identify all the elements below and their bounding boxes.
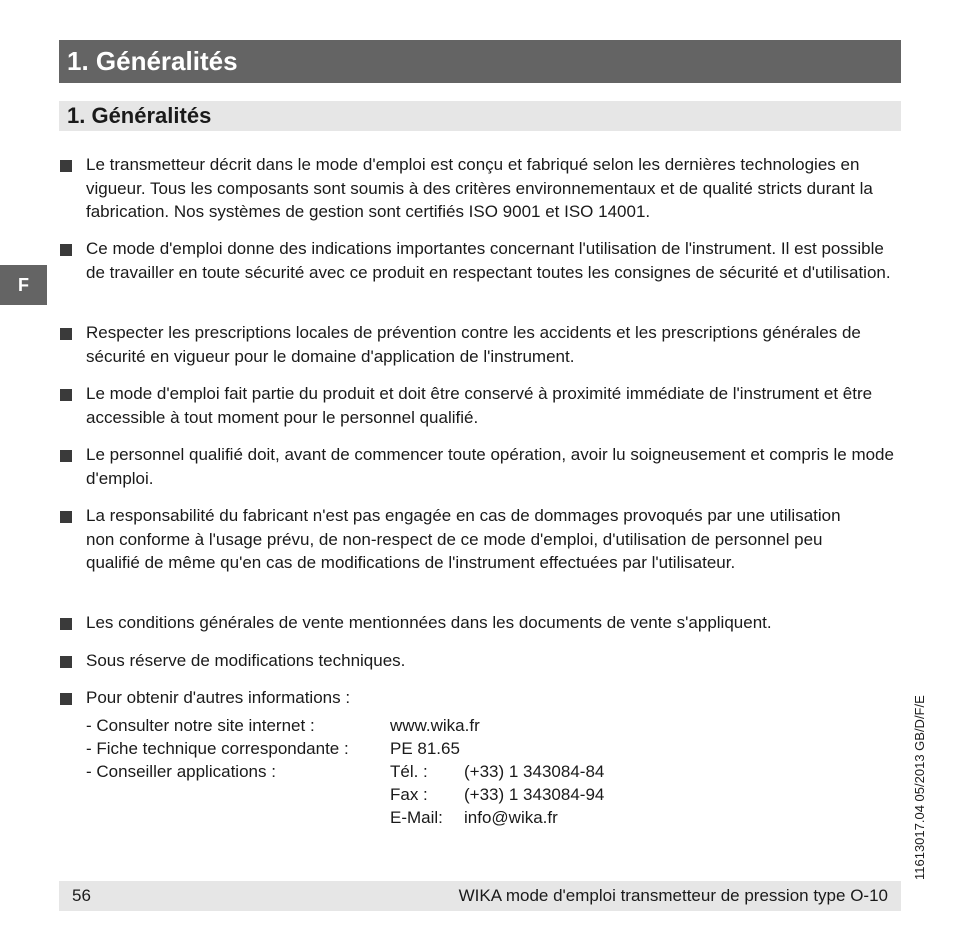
bullet-square-icon: [60, 693, 72, 705]
list-item-text: Sous réserve de modifications techniques.: [86, 651, 406, 670]
language-tab: [0, 265, 47, 305]
page-number: 56: [72, 886, 91, 905]
bullet-square-icon: [60, 328, 72, 340]
list-item-text: Le transmetteur décrit dans le mode d'emploi est conçu et fabriqué selon les dernières technologies en vigueur. Tous les composants sont soumis à des critères environnementaux et de qualité stricts durant la fabrication. Nos systèmes de gestion sont certifiés ISO 9001 et ISO 14001.: [86, 155, 873, 221]
website-link[interactable]: www.wika.fr: [390, 716, 480, 735]
tel-value: (+33) 1 343084-84: [464, 762, 605, 781]
bullet-square-icon: [60, 450, 72, 462]
chapter-title-bar: [59, 40, 901, 83]
list-item-text: Ce mode d'emploi donne des indications importantes concernant l'utilisation de l'instrument. Il est possible de travailler en toute sécurité avec ce produit en respectant toutes les consignes de sécurité et d'utilisation.: [86, 239, 891, 282]
list-item-text: Pour obtenir d'autres informations :: [86, 688, 351, 707]
list-item-text: Le personnel qualifié doit, avant de commencer toute opération, avoir lu soigneusement et compris le mode d'emploi.: [86, 445, 894, 488]
document-code: 11613017.04 05/2013 GB/D/F/E: [912, 695, 927, 880]
list-item: [60, 382, 902, 429]
list-item: [60, 443, 902, 490]
list-item-text: Respecter les prescriptions locales de prévention contre les accidents et les prescriptions générales de sécurité en vigueur pour le domaine d'application de l'instrument.: [86, 323, 861, 366]
list-item: [60, 504, 902, 575]
list-item-text: Le mode d'emploi fait partie du produit et doit être conservé à proximité immédiate de l'instrument et être accessible à tout moment pour le personnel qualifié.: [86, 384, 873, 427]
list-item: [60, 153, 902, 224]
email-label: E-Mail:: [390, 808, 443, 827]
footer-bar: [59, 881, 901, 911]
bullet-square-icon: [60, 389, 72, 401]
advisor-label: - Conseiller applications :: [86, 762, 276, 781]
footer-title: WIKA mode d'emploi transmetteur de pression type O-10: [458, 886, 888, 905]
bullet-square-icon: [60, 656, 72, 668]
datasheet-value: PE 81.65: [390, 739, 460, 758]
email-link[interactable]: info@wika.fr: [464, 808, 558, 827]
bullet-square-icon: [60, 618, 72, 630]
tel-label: Tél. :: [390, 762, 428, 781]
chapter-title: 1. Généralités: [67, 46, 238, 76]
fax-label: Fax :: [390, 785, 428, 804]
language-tab-label: F: [18, 275, 29, 295]
bullet-square-icon: [60, 511, 72, 523]
bullet-square-icon: [60, 160, 72, 172]
list-item: [60, 237, 902, 284]
list-item: [60, 686, 902, 710]
section-title-bar: [59, 101, 901, 131]
list-item: [60, 649, 902, 673]
list-item: [60, 321, 902, 368]
bullet-square-icon: [60, 244, 72, 256]
website-label: - Consulter notre site internet :: [86, 716, 315, 735]
list-item-text: La responsabilité du fabricant n'est pas engagée en cas de dommages provoqués par une utilisation non conforme à l'usage prévu, de non-respect de ce mode d'emploi, d'utilisation de personnel peu qualifié de même qu'en cas de modifications de l'instrument effectuées par l'utilisateur.: [86, 506, 841, 572]
section-title: 1. Généralités: [67, 103, 212, 128]
datasheet-label: - Fiche technique correspondante :: [86, 739, 349, 758]
fax-value: (+33) 1 343084-94: [464, 785, 605, 804]
list-item: [60, 611, 902, 635]
list-item-text: Les conditions générales de vente mentionnées dans les documents de vente s'appliquent.: [86, 613, 772, 632]
